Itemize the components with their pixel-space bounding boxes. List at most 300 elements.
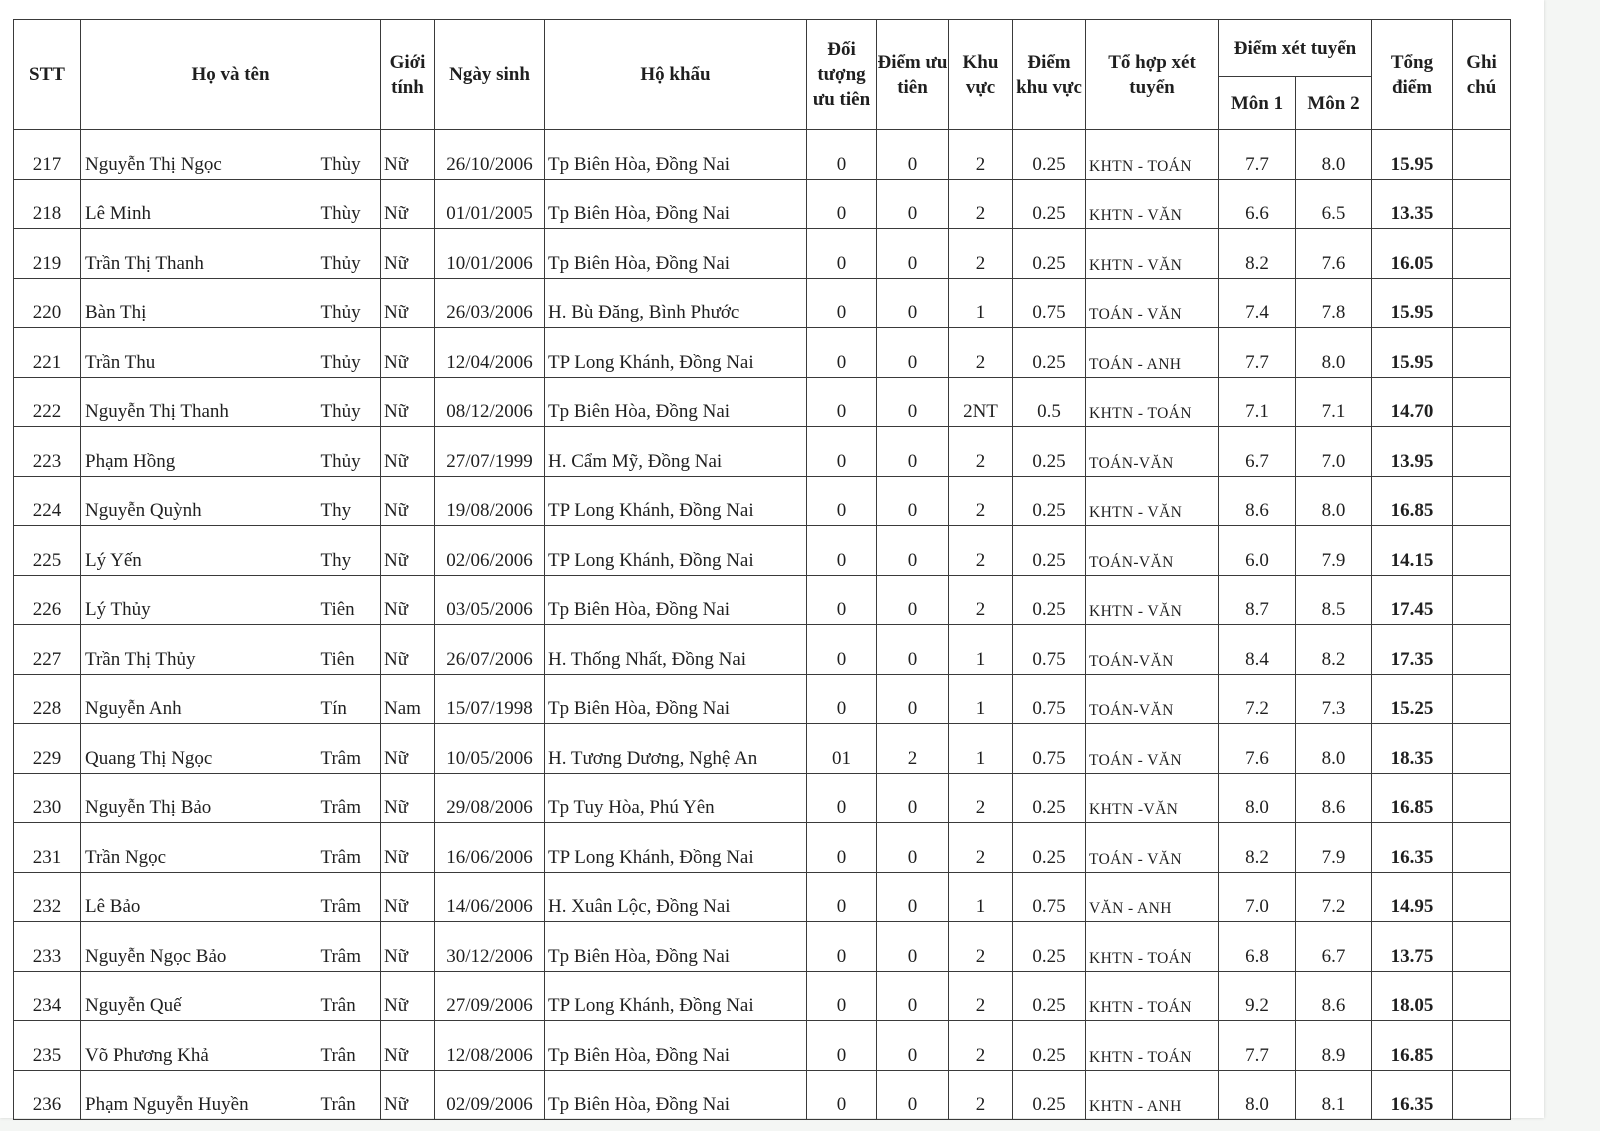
- region-score-cell: 0.25: [1013, 427, 1086, 477]
- priority-group-cell: 0: [807, 328, 877, 378]
- priority-group-cell: 0: [807, 179, 877, 229]
- priority-group-cell: 0: [807, 625, 877, 675]
- stt-cell: 220: [14, 278, 81, 328]
- first-name-cell: Tín: [293, 674, 381, 724]
- gender-cell: Nữ: [381, 278, 435, 328]
- subject-combo-cell: KHTN - TOÁN: [1086, 971, 1219, 1021]
- subject-2-score-cell: 7.6: [1296, 229, 1372, 279]
- priority-score-cell: 2: [877, 724, 949, 774]
- priority-score-cell: 0: [877, 773, 949, 823]
- region-cell: 2: [949, 1070, 1013, 1120]
- region-score-cell: 0.25: [1013, 1070, 1086, 1120]
- priority-score-cell: 0: [877, 922, 949, 972]
- total-score-cell: 14.15: [1372, 526, 1453, 576]
- name-cell: Nguyễn Thị Bảo: [81, 773, 293, 823]
- region-score-cell: 0.25: [1013, 823, 1086, 873]
- name-cell: Lê Bảo: [81, 872, 293, 922]
- birthdate-cell: 12/04/2006: [435, 328, 545, 378]
- total-score-cell: 16.85: [1372, 476, 1453, 526]
- header-ghi-chu: Ghi chú: [1453, 20, 1511, 130]
- region-score-cell: 0.25: [1013, 328, 1086, 378]
- residence-cell: Tp Tuy Hòa, Phú Yên: [545, 773, 807, 823]
- table-row: [14, 674, 1511, 724]
- subject-2-score-cell: 6.7: [1296, 922, 1372, 972]
- total-score-cell: 14.70: [1372, 377, 1453, 427]
- region-score-cell: 0.25: [1013, 773, 1086, 823]
- table-row: [14, 179, 1511, 229]
- subject-1-score-cell: 6.7: [1219, 427, 1296, 477]
- gender-cell: Nữ: [381, 625, 435, 675]
- header-doi-tuong-uu-tien: Đối tượng ưu tiên: [807, 20, 877, 130]
- subject-1-score-cell: 7.6: [1219, 724, 1296, 774]
- name-cell: Phạm Hồng: [81, 427, 293, 477]
- header-khu-vuc: Khu vực: [949, 20, 1013, 130]
- header-diem-uu-tien: Điểm ưu tiên: [877, 20, 949, 130]
- region-cell: 2: [949, 179, 1013, 229]
- priority-score-cell: 0: [877, 130, 949, 180]
- subject-1-score-cell: 7.7: [1219, 328, 1296, 378]
- region-cell: 1: [949, 872, 1013, 922]
- residence-cell: H. Thống Nhất, Đồng Nai: [545, 625, 807, 675]
- subject-2-score-cell: 7.2: [1296, 872, 1372, 922]
- birthdate-cell: 03/05/2006: [435, 575, 545, 625]
- region-cell: 2: [949, 328, 1013, 378]
- note-cell: [1453, 328, 1511, 378]
- first-name-cell: Trâm: [293, 724, 381, 774]
- gender-cell: Nữ: [381, 773, 435, 823]
- birthdate-cell: 02/06/2006: [435, 526, 545, 576]
- header-diem-xet-tuyen: Điểm xét tuyển: [1219, 20, 1372, 77]
- first-name-cell: Trân: [293, 971, 381, 1021]
- birthdate-cell: 27/07/1999: [435, 427, 545, 477]
- stt-cell: 228: [14, 674, 81, 724]
- subject-combo-cell: KHTN - TOÁN: [1086, 377, 1219, 427]
- table-row: [14, 971, 1511, 1021]
- subject-2-score-cell: 8.0: [1296, 130, 1372, 180]
- subject-combo-cell: KHTN - TOÁN: [1086, 1021, 1219, 1071]
- table-row: [14, 773, 1511, 823]
- gender-cell: Nữ: [381, 1070, 435, 1120]
- total-score-cell: 16.35: [1372, 823, 1453, 873]
- name-cell: Nguyễn Ngọc Bảo: [81, 922, 293, 972]
- priority-score-cell: 0: [877, 476, 949, 526]
- total-score-cell: 17.35: [1372, 625, 1453, 675]
- region-cell: 1: [949, 278, 1013, 328]
- first-name-cell: Trân: [293, 1070, 381, 1120]
- stt-cell: 230: [14, 773, 81, 823]
- stt-cell: 217: [14, 130, 81, 180]
- subject-2-score-cell: 8.5: [1296, 575, 1372, 625]
- subject-1-score-cell: 8.6: [1219, 476, 1296, 526]
- note-cell: [1453, 625, 1511, 675]
- priority-score-cell: 0: [877, 674, 949, 724]
- residence-cell: Tp Biên Hòa, Đồng Nai: [545, 575, 807, 625]
- subject-1-score-cell: 7.2: [1219, 674, 1296, 724]
- total-score-cell: 16.85: [1372, 773, 1453, 823]
- subject-2-score-cell: 7.3: [1296, 674, 1372, 724]
- subject-2-score-cell: 8.1: [1296, 1070, 1372, 1120]
- subject-2-score-cell: 7.8: [1296, 278, 1372, 328]
- region-cell: 1: [949, 674, 1013, 724]
- total-score-cell: 16.85: [1372, 1021, 1453, 1071]
- birthdate-cell: 14/06/2006: [435, 872, 545, 922]
- subject-combo-cell: TOÁN - VĂN: [1086, 823, 1219, 873]
- priority-group-cell: 0: [807, 872, 877, 922]
- residence-cell: Tp Biên Hòa, Đồng Nai: [545, 377, 807, 427]
- region-cell: 2: [949, 773, 1013, 823]
- birthdate-cell: 10/05/2006: [435, 724, 545, 774]
- region-cell: 2NT: [949, 377, 1013, 427]
- note-cell: [1453, 1070, 1511, 1120]
- table-row: [14, 823, 1511, 873]
- gender-cell: Nữ: [381, 724, 435, 774]
- first-name-cell: Tiên: [293, 625, 381, 675]
- subject-2-score-cell: 8.6: [1296, 971, 1372, 1021]
- stt-cell: 224: [14, 476, 81, 526]
- name-cell: Trần Thị Thanh: [81, 229, 293, 279]
- subject-1-score-cell: 9.2: [1219, 971, 1296, 1021]
- total-score-cell: 13.95: [1372, 427, 1453, 477]
- subject-combo-cell: TOÁN - VĂN: [1086, 278, 1219, 328]
- subject-2-score-cell: 7.1: [1296, 377, 1372, 427]
- priority-score-cell: 0: [877, 625, 949, 675]
- subject-1-score-cell: 7.7: [1219, 130, 1296, 180]
- stt-cell: 222: [14, 377, 81, 427]
- gender-cell: Nữ: [381, 922, 435, 972]
- residence-cell: TP Long Khánh, Đồng Nai: [545, 971, 807, 1021]
- header-mon-1: Môn 1: [1219, 77, 1296, 130]
- region-score-cell: 0.25: [1013, 229, 1086, 279]
- residence-cell: H. Xuân Lộc, Đồng Nai: [545, 872, 807, 922]
- priority-score-cell: 0: [877, 971, 949, 1021]
- first-name-cell: Thy: [293, 526, 381, 576]
- stt-cell: 236: [14, 1070, 81, 1120]
- stt-cell: 235: [14, 1021, 81, 1071]
- birthdate-cell: 29/08/2006: [435, 773, 545, 823]
- first-name-cell: Trâm: [293, 773, 381, 823]
- birthdate-cell: 08/12/2006: [435, 377, 545, 427]
- subject-1-score-cell: 6.6: [1219, 179, 1296, 229]
- subject-combo-cell: TOÁN-VĂN: [1086, 526, 1219, 576]
- first-name-cell: Thủy: [293, 328, 381, 378]
- table-row: [14, 575, 1511, 625]
- birthdate-cell: 26/10/2006: [435, 130, 545, 180]
- subject-combo-cell: KHTN - VĂN: [1086, 229, 1219, 279]
- table-row: [14, 1021, 1511, 1071]
- name-cell: Bàn Thị: [81, 278, 293, 328]
- header-ho-khau: Hộ khẩu: [545, 20, 807, 130]
- residence-cell: TP Long Khánh, Đồng Nai: [545, 823, 807, 873]
- priority-group-cell: 0: [807, 971, 877, 1021]
- admission-results-table: [13, 19, 1511, 1120]
- total-score-cell: 18.05: [1372, 971, 1453, 1021]
- total-score-cell: 17.45: [1372, 575, 1453, 625]
- header-ngay-sinh: Ngày sinh: [435, 20, 545, 130]
- residence-cell: Tp Biên Hòa, Đồng Nai: [545, 130, 807, 180]
- total-score-cell: 16.05: [1372, 229, 1453, 279]
- priority-group-cell: 0: [807, 823, 877, 873]
- birthdate-cell: 01/01/2005: [435, 179, 545, 229]
- name-cell: Trần Thu: [81, 328, 293, 378]
- priority-group-cell: 0: [807, 278, 877, 328]
- residence-cell: H. Bù Đăng, Bình Phước: [545, 278, 807, 328]
- priority-score-cell: 0: [877, 427, 949, 477]
- table-row: [14, 130, 1511, 180]
- first-name-cell: Thủy: [293, 377, 381, 427]
- subject-combo-cell: KHTN - TOÁN: [1086, 922, 1219, 972]
- subject-combo-cell: TOÁN - ANH: [1086, 328, 1219, 378]
- stt-cell: 234: [14, 971, 81, 1021]
- priority-score-cell: 0: [877, 278, 949, 328]
- subject-1-score-cell: 7.0: [1219, 872, 1296, 922]
- note-cell: [1453, 130, 1511, 180]
- region-score-cell: 0.25: [1013, 476, 1086, 526]
- note-cell: [1453, 971, 1511, 1021]
- subject-2-score-cell: 8.6: [1296, 773, 1372, 823]
- region-score-cell: 0.25: [1013, 130, 1086, 180]
- priority-score-cell: 0: [877, 823, 949, 873]
- region-score-cell: 0.25: [1013, 575, 1086, 625]
- subject-combo-cell: KHTN - ANH: [1086, 1070, 1219, 1120]
- region-score-cell: 0.25: [1013, 1021, 1086, 1071]
- subject-combo-cell: TOÁN - VĂN: [1086, 724, 1219, 774]
- subject-1-score-cell: 8.2: [1219, 229, 1296, 279]
- subject-1-score-cell: 6.0: [1219, 526, 1296, 576]
- priority-group-cell: 01: [807, 724, 877, 774]
- name-cell: Quang Thị Ngọc: [81, 724, 293, 774]
- subject-2-score-cell: 8.0: [1296, 476, 1372, 526]
- total-score-cell: 16.35: [1372, 1070, 1453, 1120]
- region-cell: 2: [949, 922, 1013, 972]
- region-cell: 2: [949, 229, 1013, 279]
- residence-cell: Tp Biên Hòa, Đồng Nai: [545, 1070, 807, 1120]
- region-cell: 1: [949, 625, 1013, 675]
- header-ho-va-ten: Họ và tên: [81, 20, 381, 130]
- region-cell: 2: [949, 575, 1013, 625]
- table-row: [14, 278, 1511, 328]
- subject-1-score-cell: 8.0: [1219, 1070, 1296, 1120]
- table-row: [14, 476, 1511, 526]
- table-row: [14, 328, 1511, 378]
- priority-score-cell: 0: [877, 1070, 949, 1120]
- subject-2-score-cell: 8.0: [1296, 724, 1372, 774]
- region-cell: 2: [949, 971, 1013, 1021]
- header-gioi-tinh: Giới tính: [381, 20, 435, 130]
- total-score-cell: 13.35: [1372, 179, 1453, 229]
- residence-cell: Tp Biên Hòa, Đồng Nai: [545, 229, 807, 279]
- region-cell: 2: [949, 1021, 1013, 1071]
- note-cell: [1453, 179, 1511, 229]
- header-to-hop-xet-tuyen: Tổ hợp xét tuyển: [1086, 20, 1219, 130]
- region-score-cell: 0.5: [1013, 377, 1086, 427]
- first-name-cell: Thùy: [293, 130, 381, 180]
- table-row: [14, 724, 1511, 774]
- region-score-cell: 0.75: [1013, 625, 1086, 675]
- table-row: [14, 377, 1511, 427]
- birthdate-cell: 30/12/2006: [435, 922, 545, 972]
- stt-cell: 231: [14, 823, 81, 873]
- subject-combo-cell: KHTN -VĂN: [1086, 773, 1219, 823]
- priority-score-cell: 0: [877, 526, 949, 576]
- first-name-cell: Trâm: [293, 922, 381, 972]
- priority-score-cell: 0: [877, 377, 949, 427]
- stt-cell: 227: [14, 625, 81, 675]
- priority-score-cell: 0: [877, 872, 949, 922]
- priority-group-cell: 0: [807, 377, 877, 427]
- table-row: [14, 229, 1511, 279]
- region-cell: 1: [949, 724, 1013, 774]
- stt-cell: 221: [14, 328, 81, 378]
- name-cell: Lý Yến: [81, 526, 293, 576]
- residence-cell: H. Cẩm Mỹ, Đồng Nai: [545, 427, 807, 477]
- note-cell: [1453, 526, 1511, 576]
- subject-combo-cell: KHTN - TOÁN: [1086, 130, 1219, 180]
- priority-group-cell: 0: [807, 1070, 877, 1120]
- subject-2-score-cell: 7.9: [1296, 823, 1372, 873]
- stt-cell: 219: [14, 229, 81, 279]
- header-diem-khu-vuc: Điểm khu vực: [1013, 20, 1086, 130]
- region-cell: 2: [949, 526, 1013, 576]
- name-cell: Nguyễn Quế: [81, 971, 293, 1021]
- table-row: [14, 625, 1511, 675]
- total-score-cell: 15.95: [1372, 328, 1453, 378]
- gender-cell: Nữ: [381, 427, 435, 477]
- residence-cell: TP Long Khánh, Đồng Nai: [545, 328, 807, 378]
- total-score-cell: 15.95: [1372, 278, 1453, 328]
- residence-cell: Tp Biên Hòa, Đồng Nai: [545, 1021, 807, 1071]
- gender-cell: Nữ: [381, 179, 435, 229]
- table-header: [14, 20, 1511, 130]
- gender-cell: Nữ: [381, 872, 435, 922]
- header-stt: STT: [14, 20, 81, 130]
- note-cell: [1453, 427, 1511, 477]
- gender-cell: Nam: [381, 674, 435, 724]
- note-cell: [1453, 872, 1511, 922]
- priority-group-cell: 0: [807, 575, 877, 625]
- gender-cell: Nữ: [381, 971, 435, 1021]
- table-row: [14, 427, 1511, 477]
- subject-1-score-cell: 8.4: [1219, 625, 1296, 675]
- subject-1-score-cell: 8.7: [1219, 575, 1296, 625]
- subject-1-score-cell: 6.8: [1219, 922, 1296, 972]
- total-score-cell: 13.75: [1372, 922, 1453, 972]
- birthdate-cell: 16/06/2006: [435, 823, 545, 873]
- gender-cell: Nữ: [381, 575, 435, 625]
- stt-cell: 226: [14, 575, 81, 625]
- subject-combo-cell: TOÁN-VĂN: [1086, 625, 1219, 675]
- gender-cell: Nữ: [381, 476, 435, 526]
- birthdate-cell: 19/08/2006: [435, 476, 545, 526]
- note-cell: [1453, 575, 1511, 625]
- subject-2-score-cell: 8.0: [1296, 328, 1372, 378]
- residence-cell: Tp Biên Hòa, Đồng Nai: [545, 922, 807, 972]
- region-score-cell: 0.75: [1013, 278, 1086, 328]
- gender-cell: Nữ: [381, 328, 435, 378]
- subject-1-score-cell: 7.4: [1219, 278, 1296, 328]
- birthdate-cell: 10/01/2006: [435, 229, 545, 279]
- name-cell: Nguyễn Anh: [81, 674, 293, 724]
- region-score-cell: 0.75: [1013, 724, 1086, 774]
- first-name-cell: Thủy: [293, 278, 381, 328]
- first-name-cell: Thủy: [293, 427, 381, 477]
- region-score-cell: 0.25: [1013, 922, 1086, 972]
- gender-cell: Nữ: [381, 823, 435, 873]
- name-cell: Võ Phương Khả: [81, 1021, 293, 1071]
- region-score-cell: 0.25: [1013, 526, 1086, 576]
- residence-cell: TP Long Khánh, Đồng Nai: [545, 526, 807, 576]
- table-body: [14, 130, 1511, 1120]
- table-row: [14, 526, 1511, 576]
- priority-group-cell: 0: [807, 773, 877, 823]
- residence-cell: Tp Biên Hòa, Đồng Nai: [545, 674, 807, 724]
- priority-group-cell: 0: [807, 130, 877, 180]
- priority-group-cell: 0: [807, 922, 877, 972]
- priority-group-cell: 0: [807, 526, 877, 576]
- priority-score-cell: 0: [877, 328, 949, 378]
- birthdate-cell: 26/03/2006: [435, 278, 545, 328]
- header-mon-2: Môn 2: [1296, 77, 1372, 130]
- stt-cell: 223: [14, 427, 81, 477]
- region-score-cell: 0.25: [1013, 971, 1086, 1021]
- first-name-cell: Trâm: [293, 872, 381, 922]
- subject-1-score-cell: 8.2: [1219, 823, 1296, 873]
- header-tong-diem: Tổng điểm: [1372, 20, 1453, 130]
- note-cell: [1453, 922, 1511, 972]
- priority-score-cell: 0: [877, 179, 949, 229]
- region-score-cell: 0.75: [1013, 674, 1086, 724]
- stt-cell: 233: [14, 922, 81, 972]
- name-cell: Nguyễn Thị Ngọc: [81, 130, 293, 180]
- name-cell: Lê Minh: [81, 179, 293, 229]
- birthdate-cell: 12/08/2006: [435, 1021, 545, 1071]
- gender-cell: Nữ: [381, 229, 435, 279]
- first-name-cell: Thủy: [293, 229, 381, 279]
- note-cell: [1453, 229, 1511, 279]
- gender-cell: Nữ: [381, 1021, 435, 1071]
- subject-combo-cell: TOÁN-VĂN: [1086, 427, 1219, 477]
- subject-2-score-cell: 7.0: [1296, 427, 1372, 477]
- subject-combo-cell: TOÁN-VĂN: [1086, 674, 1219, 724]
- name-cell: Trần Thị Thủy: [81, 625, 293, 675]
- subject-2-score-cell: 8.9: [1296, 1021, 1372, 1071]
- name-cell: Lý Thủy: [81, 575, 293, 625]
- birthdate-cell: 26/07/2006: [435, 625, 545, 675]
- first-name-cell: Trân: [293, 1021, 381, 1071]
- residence-cell: Tp Biên Hòa, Đồng Nai: [545, 179, 807, 229]
- subject-combo-cell: KHTN - VĂN: [1086, 476, 1219, 526]
- region-cell: 2: [949, 427, 1013, 477]
- subject-combo-cell: VĂN - ANH: [1086, 872, 1219, 922]
- priority-group-cell: 0: [807, 674, 877, 724]
- note-cell: [1453, 773, 1511, 823]
- stt-cell: 232: [14, 872, 81, 922]
- gender-cell: Nữ: [381, 526, 435, 576]
- name-cell: Nguyễn Thị Thanh: [81, 377, 293, 427]
- note-cell: [1453, 724, 1511, 774]
- name-cell: Phạm Nguyễn Huyền: [81, 1070, 293, 1120]
- birthdate-cell: 27/09/2006: [435, 971, 545, 1021]
- table-row: [14, 922, 1511, 972]
- subject-2-score-cell: 8.2: [1296, 625, 1372, 675]
- first-name-cell: Thùy: [293, 179, 381, 229]
- priority-score-cell: 0: [877, 575, 949, 625]
- note-cell: [1453, 377, 1511, 427]
- subject-combo-cell: KHTN - VĂN: [1086, 575, 1219, 625]
- note-cell: [1453, 823, 1511, 873]
- name-cell: Nguyễn Quỳnh: [81, 476, 293, 526]
- subject-2-score-cell: 6.5: [1296, 179, 1372, 229]
- subject-1-score-cell: 8.0: [1219, 773, 1296, 823]
